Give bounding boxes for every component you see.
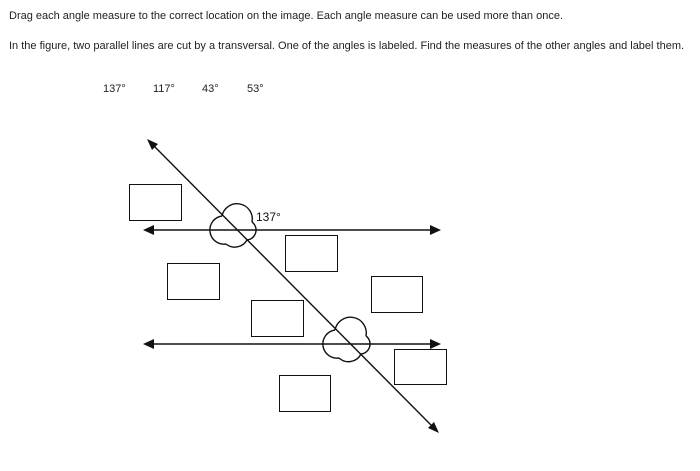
lower-angle-arc-bottom bbox=[339, 354, 361, 362]
drop-target-1[interactable] bbox=[129, 184, 182, 221]
angle-option-43[interactable]: 43° bbox=[202, 83, 219, 95]
drop-target-2[interactable] bbox=[167, 263, 220, 300]
arrowhead-lower-left bbox=[143, 339, 154, 349]
angle-option-117[interactable]: 117° bbox=[153, 83, 175, 95]
angle-option-137[interactable]: 137° bbox=[103, 83, 126, 95]
given-angle-label: 137° bbox=[256, 210, 281, 224]
instruction-task: In the figure, two parallel lines are cut by a transversal. One of the angles is labeled. Find the measures of the other angles and label them. bbox=[9, 40, 685, 52]
arrowhead-upper-left bbox=[143, 225, 154, 235]
arrowhead-lower-right bbox=[430, 339, 441, 349]
drop-target-7[interactable] bbox=[279, 375, 331, 412]
drop-target-4[interactable] bbox=[251, 300, 304, 337]
arrowhead-upper-right bbox=[430, 225, 441, 235]
upper-angle-arc-right bbox=[247, 222, 256, 240]
upper-angle-arc-bottom bbox=[226, 240, 247, 247]
drop-target-5[interactable] bbox=[371, 276, 423, 313]
angle-option-53[interactable]: 53° bbox=[247, 83, 264, 95]
instruction-drag: Drag each angle measure to the correct location on the image. Each angle measure can be used more than once. bbox=[9, 10, 564, 22]
lower-angle-arc-right bbox=[361, 336, 370, 354]
drop-target-6[interactable] bbox=[394, 349, 447, 385]
drop-target-3[interactable] bbox=[285, 235, 338, 272]
